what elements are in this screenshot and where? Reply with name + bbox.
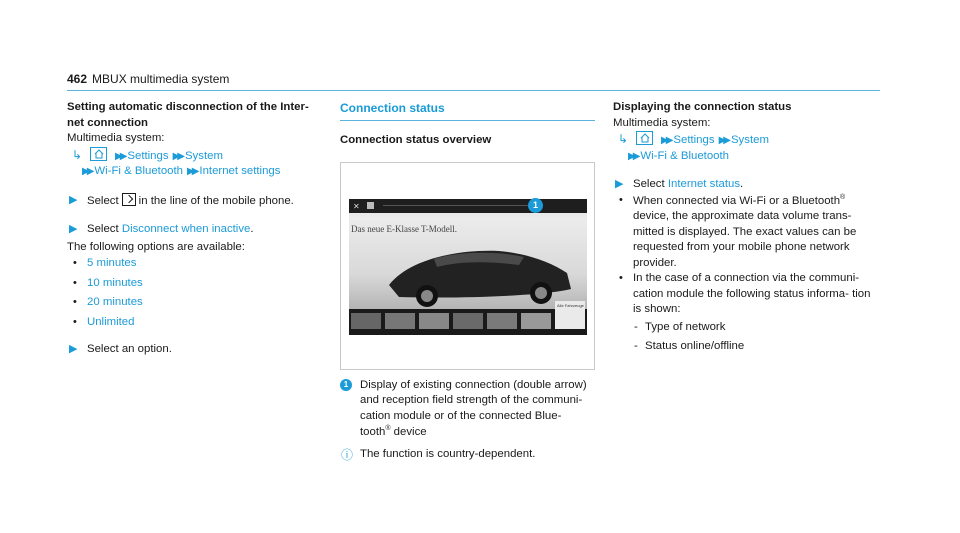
turn-arrow-icon: ↳ [72, 147, 83, 162]
step-select-arrow [67, 193, 312, 210]
sub-list-item: - Status online/offline [634, 340, 745, 352]
step-select-internet-status [613, 177, 880, 193]
section-heading: Setting automatic disconnection of the Inter- net connection [67, 101, 309, 129]
system-label: Multimedia system: [613, 116, 711, 129]
path-system[interactable]: System [730, 134, 769, 146]
step-arrow-icon: ▶ [69, 193, 78, 206]
step-text: in the line of the mobile phone. [138, 194, 294, 207]
bullet-text: In the case of a connection via the communi- cation module the following status informa- tion is shown: [633, 272, 871, 315]
home-icon [90, 147, 107, 161]
double-chevron-icon: ▶▶ [82, 166, 92, 177]
registered-mark: ® [840, 193, 846, 201]
list-item: • 20 minutes [73, 296, 143, 308]
step-text: Select [87, 223, 119, 235]
menu-path-line1 [67, 147, 312, 165]
list-item: • When connected via Wi-Fi or a Bluetooth® device, the approximate data volume trans- mitted is displayed. The exact values can be requested from your mobile phone network provider. [619, 193, 857, 269]
list-item: • 10 minutes [73, 276, 143, 289]
step-text: Select an option. [87, 343, 172, 355]
double-chevron-icon: ▶▶ [187, 166, 197, 177]
callout-1-icon: 1 [340, 379, 352, 391]
list-item: • 5 minutes [73, 257, 137, 269]
step-arrow-icon: ▶ [615, 178, 624, 190]
list-item: • In the case of a connection via the communi- cation module the following status informa- tion is shown: [619, 272, 871, 315]
chevron-right-box-icon [122, 193, 136, 206]
info-icon: ⓘ [341, 447, 354, 462]
option-10-minutes[interactable]: 10 minutes [87, 276, 143, 289]
home-icon [636, 131, 653, 145]
step-text: . [250, 223, 254, 235]
step-text: . [740, 178, 744, 190]
options-list [67, 256, 312, 330]
sub-item-text: Status online/offline [645, 340, 745, 352]
path-wifi-bluetooth[interactable]: Wi-Fi & Bluetooth [94, 165, 184, 177]
option-20-minutes[interactable]: 20 minutes [87, 296, 143, 308]
media-display-image [349, 199, 587, 335]
page-number: 462 [67, 72, 88, 86]
double-chevron-icon: ▶▶ [661, 135, 671, 146]
page-header [67, 71, 880, 91]
section-heading: Displaying the connection status [613, 101, 792, 113]
step-select-disconnect [67, 222, 312, 238]
step-select-option [67, 342, 312, 358]
menu-path-line1 [613, 131, 880, 149]
menu-path-line2 [613, 149, 880, 165]
menu-path-line2 [67, 164, 312, 180]
note [340, 447, 595, 463]
internet-status-link[interactable]: Internet status [667, 178, 741, 190]
column-right [613, 100, 880, 355]
list-item: • Unlimited [73, 315, 135, 328]
bullet-text: device, the approximate data volume trans- mitted is displayed. The exact values can be requested from your mobile phone network provider. [633, 210, 857, 269]
option-5-minutes[interactable]: 5 minutes [87, 257, 137, 269]
callout-1-marker: 1 [528, 198, 543, 213]
column-left [67, 100, 312, 358]
sub-item-text: Type of network [645, 320, 726, 333]
option-unlimited[interactable]: Unlimited [87, 315, 135, 328]
path-internet-settings[interactable]: Internet settings [199, 165, 281, 177]
note-text: The function is country-dependent. [360, 447, 536, 460]
double-chevron-icon: ▶▶ [718, 135, 728, 146]
column-middle [340, 100, 595, 462]
double-chevron-icon: ▶▶ [115, 150, 125, 162]
subheading: Connection status overview [340, 134, 492, 147]
double-chevron-icon: ▶▶ [172, 150, 182, 162]
caption-text: Display of existing connection (double arrow) and reception field strength of the communi- cation module or of the connected Blue- tooth [360, 378, 587, 439]
options-intro: The following options are available: [67, 240, 245, 253]
figure-caption [340, 378, 595, 441]
figure-headline: Das neue E-Klasse T-Modell. [351, 223, 457, 234]
svg-text:✕: ✕ [353, 201, 360, 211]
turn-arrow-icon: ↳ [618, 132, 629, 146]
section-title: Connection status [340, 100, 595, 121]
step-arrow-icon: ▶ [69, 223, 78, 235]
figure-screenshot [340, 162, 595, 370]
path-system[interactable]: System [184, 149, 223, 162]
bullet-text: When connected via Wi-Fi or a Bluetooth [633, 194, 841, 207]
sub-list [613, 320, 880, 355]
step-text: Select [87, 194, 119, 207]
figure-tag: Alle Fahrzeuge [557, 302, 584, 308]
system-label: Multimedia system: [67, 132, 165, 144]
sub-list-item: - Type of network [634, 320, 726, 333]
step-arrow-icon: ▶ [69, 343, 78, 355]
path-settings[interactable]: Settings [127, 149, 169, 162]
double-chevron-icon: ▶▶ [628, 150, 638, 162]
path-settings[interactable]: Settings [673, 134, 715, 146]
running-title: MBUX multimedia system [92, 72, 230, 86]
step-text: Select [633, 178, 665, 190]
path-wifi-bluetooth[interactable]: Wi-Fi & Bluetooth [640, 149, 730, 162]
caption-text: device [390, 426, 427, 439]
disconnect-when-inactive-link[interactable]: Disconnect when inactive [121, 223, 251, 235]
registered-mark: ® [385, 425, 391, 433]
